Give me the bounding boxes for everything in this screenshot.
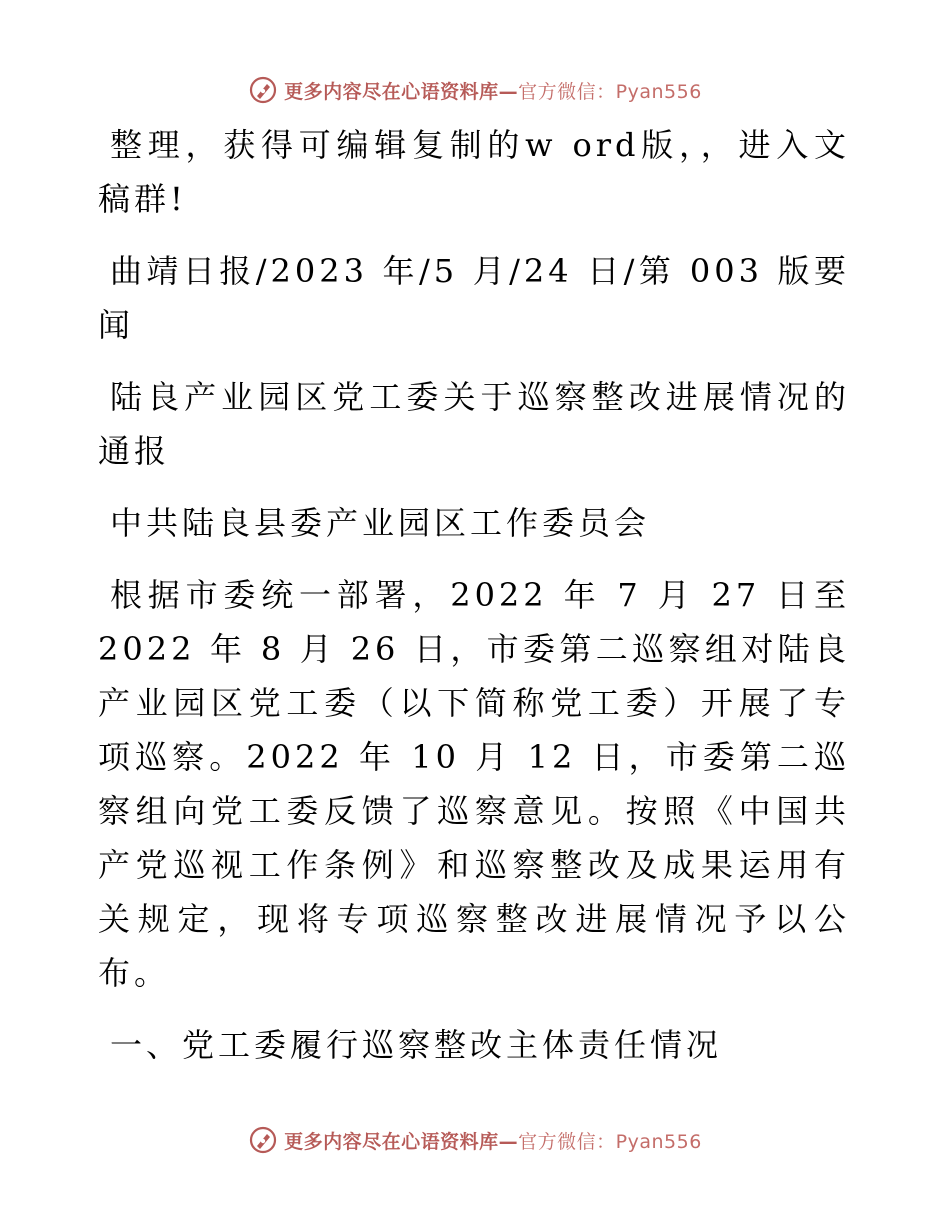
intro-paragraph: 整理，获得可编辑复制的w ord版，，进入文稿群! bbox=[98, 126, 850, 218]
watermark-text: 更多内容尽在心语资料库—官方微信：Pyan556 bbox=[284, 1130, 702, 1153]
source-line: 曲靖日报/2023 年/5 月/24 日/第 003 版要闻 bbox=[98, 252, 850, 344]
watermark-text: 更多内容尽在心语资料库—官方微信：Pyan556 bbox=[284, 80, 702, 103]
watermark-wechat: 官方微信：Pyan556 bbox=[518, 1130, 702, 1153]
pen-circle-logo-icon bbox=[248, 1125, 278, 1155]
watermark-wechat: 官方微信：Pyan556 bbox=[518, 80, 702, 103]
issuing-organization: 中共陆良县委产业园区工作委员会 bbox=[110, 504, 651, 542]
document-title: 陆良产业园区党工委关于巡察整改进展情况的通报 bbox=[98, 378, 850, 470]
body-paragraph: 根据市委统一部署，2022 年 7 月 27 日至 2022 年 8 月 26 日，市委第二巡察组对陆良产业园区党工委（以下简称党工委）开展了专项巡察。2022 年 10 月 12 日，市委第二巡察组向党工委反馈了巡察意见。按照《中国共产党巡视工作条例》和巡察整改及成果运用有关规定，现将专项巡察整改进展情况予以公布。 bbox=[98, 576, 850, 992]
section-heading: 一、党工委履行巡察整改主体责任情况 bbox=[110, 1026, 723, 1064]
pen-circle-logo-icon bbox=[248, 75, 278, 105]
footer-watermark-banner bbox=[0, 1120, 950, 1160]
document-body bbox=[98, 118, 850, 1072]
header-watermark-banner bbox=[0, 70, 950, 110]
